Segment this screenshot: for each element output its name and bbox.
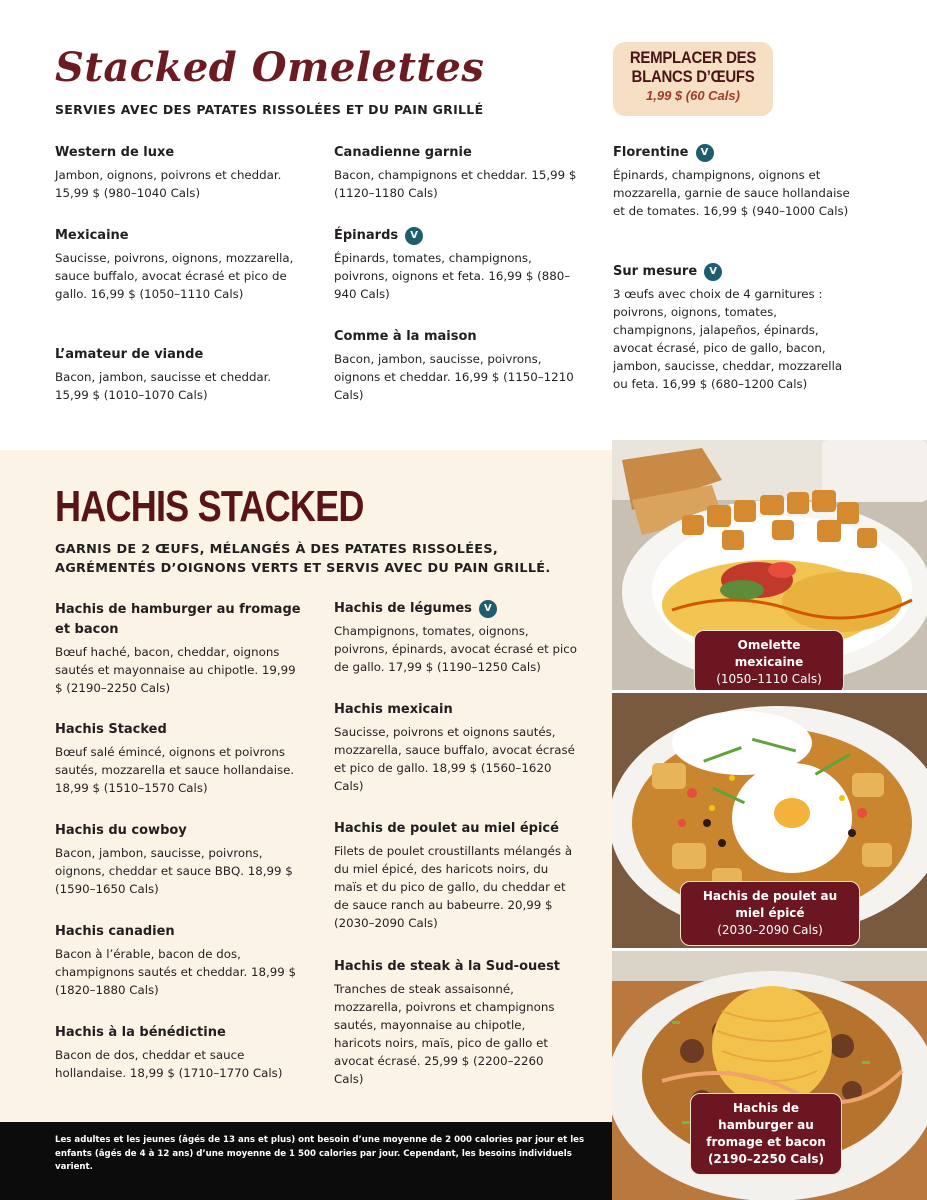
menu-item-hachis-hamburger [55,600,305,697]
photo-caption [694,630,844,690]
vegetarian-icon: V [405,227,423,245]
menu-item-hachis-canadien [55,922,300,999]
menu-item-mexicaine [55,226,300,303]
menu-item-florentine [613,143,853,220]
chicken-hash-plate-icon [612,693,927,948]
omelettes-title: Stacked Omelettes [55,44,485,91]
omelette-plate-icon [612,440,927,690]
item-name: Hachis de steak à la Sud-ouest [334,959,561,974]
photo-caption [680,881,860,946]
calorie-disclaimer: Les adultes et les jeunes (âgés de 13 ans et plus) ont besoin d’une moyenne de 2 000 calories par jour et les enfants (âgés de 4 à 12 ans) d’une moyenne de 1 500 calories par jour. Cependant, les besoins individuels varient. [0,1122,612,1200]
photo-caption [690,1093,842,1175]
item-desc: Bacon à l’érable, bacon de dos, champignons sautés et cheddar. 18,99 $ (1820–1880 Cals) [55,947,296,997]
item-name: Canadienne garnie [334,145,472,160]
item-name: Hachis mexicain [334,702,453,717]
menu-item-hachis-steak [334,957,574,1088]
menu-item-hachis-stacked [55,720,300,797]
item-desc: Filets de poulet croustillants mélangés à du miel épicé, des haricots noirs, du maïs et du pico de gallo, du cheddar et de sauce ranch au babeurre. 20,99 $ (2030–2090 Cals) [334,844,573,930]
item-name: L’amateur de viande [55,347,204,362]
menu-item-hachis-poulet-miel [334,819,574,932]
vegetarian-icon: V [479,600,497,618]
item-desc: Bacon, jambon, saucisse, poivrons, oignons et cheddar. 16,99 $ (1150–1210 Cals) [334,352,574,402]
caption-cals: (2030–2090 Cals) [717,923,823,937]
vegetarian-icon: V [696,144,714,162]
menu-item-epinards [334,226,579,303]
item-desc: Tranches de steak assaisonné, mozzarella, poivrons et champignons sautés, mayonnaise au chipotle, haricots noirs, maïs, pico de gallo et avocat écrasé. 25,99 $ (2200–2260 Cals) [334,982,555,1086]
item-desc: Bacon de dos, cheddar et sauce hollandaise. 18,99 $ (1710–1770 Cals) [55,1048,283,1080]
item-desc: Épinards, tomates, champignons, poivrons, oignons et feta. 16,99 $ (880–940 Cals) [334,251,571,301]
item-name: Hachis canadien [55,924,175,939]
omelettes-subtitle: SERVIES AVEC DES PATATES RISSOLÉES ET DU PAIN GRILLÉ [55,102,484,117]
badge-line-1: REMPLACER DES [629,48,757,67]
item-name: Hachis à la bénédictine [55,1025,226,1040]
vegetarian-icon: V [704,263,722,281]
burger-hash-plate-icon [612,951,927,1200]
badge-price: 1,99 $ (60 Cals) [646,88,740,103]
menu-item-western [55,143,300,202]
menu-item-amateur-viande [55,345,300,404]
item-desc: Bacon, jambon, saucisse, poivrons, oignons, cheddar et sauce BBQ. 18,99 $ (1590–1650 Cals) [55,846,293,896]
item-name: Florentine V [613,143,853,163]
item-desc: 3 œufs avec choix de 4 garnitures : poivrons, oignons, tomates, champignons, jalapeños, épinards, avocat écrasé, pico de gallo, bacon, jambon, saucisse, cheddar, mozzarella ou feta. 16,99 $ (680–1200 Cals) [613,287,843,391]
menu-item-comme-maison [334,327,579,404]
caption-title: Omelette mexicaine [734,638,804,669]
caption-cals: (1050–1110 Cals) [716,672,822,686]
hachis-title: HACHIS STACKED [55,482,364,531]
caption-title: Hachis de hamburger au fromage et bacon [706,1101,826,1149]
item-desc: Champignons, tomates, oignons, poivrons, épinards, avocat écrasé et pico de gallo. 17,99 $ (1190–1250 Cals) [334,624,577,674]
egg-white-badge [613,42,773,116]
item-name: Comme à la maison [334,329,477,344]
caption-title: Hachis de poulet au miel épicé [702,889,838,920]
item-name: Sur mesure V [613,262,853,282]
caption-cals: (2190–2250 Cals) [707,1152,825,1166]
item-name: Hachis de légumes V [334,599,579,619]
photo-column [612,440,927,1200]
badge-line-2: BLANCS D’ŒUFS [631,67,755,86]
item-desc: Bœuf haché, bacon, cheddar, oignons sautés et mayonnaise au chipotle. 19,99 $ (2190–2250 Cals) [55,645,296,695]
item-desc: Épinards, champignons, oignons et mozzarella, garnie de sauce hollandaise et de tomates. 16,99 $ (940–1000 Cals) [613,168,850,218]
menu-item-hachis-mexicain [334,700,579,795]
menu-item-hachis-legumes [334,599,579,676]
menu-item-sur-mesure [613,262,853,393]
item-name: Hachis de poulet au miel épicé [334,821,559,836]
item-name: Western de luxe [55,145,175,160]
item-desc: Jambon, oignons, poivrons et cheddar. 15,99 $ (980–1040 Cals) [55,168,282,200]
item-desc: Saucisse, poivrons, oignons, mozzarella, sauce buffalo, avocat écrasé et pico de gallo. 16,99 $ (1050–1110 Cals) [55,251,294,301]
item-name: Hachis Stacked [55,722,167,737]
hachis-subtitle: GARNIS DE 2 ŒUFS, MÉLANGÉS À DES PATATES RISSOLÉES, AGRÉMENTÉS D’OIGNONS VERTS ET SERVIS AVEC DU PAIN GRILLÉ. [55,542,551,576]
item-desc: Bacon, jambon, saucisse et cheddar. 15,99 $ (1010–1070 Cals) [55,370,272,402]
menu-item-canadienne [334,143,579,202]
item-name: Hachis du cowboy [55,823,187,838]
menu-item-hachis-benedictine [55,1023,300,1082]
item-desc: Bœuf salé émincé, oignons et poivrons sautés, mozzarella et sauce hollandaise. 18,99 $ (1510–1570 Cals) [55,745,295,795]
item-name: Mexicaine [55,228,129,243]
menu-item-hachis-cowboy [55,821,300,898]
item-desc: Bacon, champignons et cheddar. 15,99 $ (1120–1180 Cals) [334,168,577,200]
item-name: Épinards V [334,226,579,246]
item-name: Hachis de hamburger au fromage et bacon [55,602,301,637]
item-desc: Saucisse, poivrons et oignons sautés, mozzarella, sauce buffalo, avocat écrasé et pico de gallo. 18,99 $ (1560–1620 Cals) [334,725,575,793]
